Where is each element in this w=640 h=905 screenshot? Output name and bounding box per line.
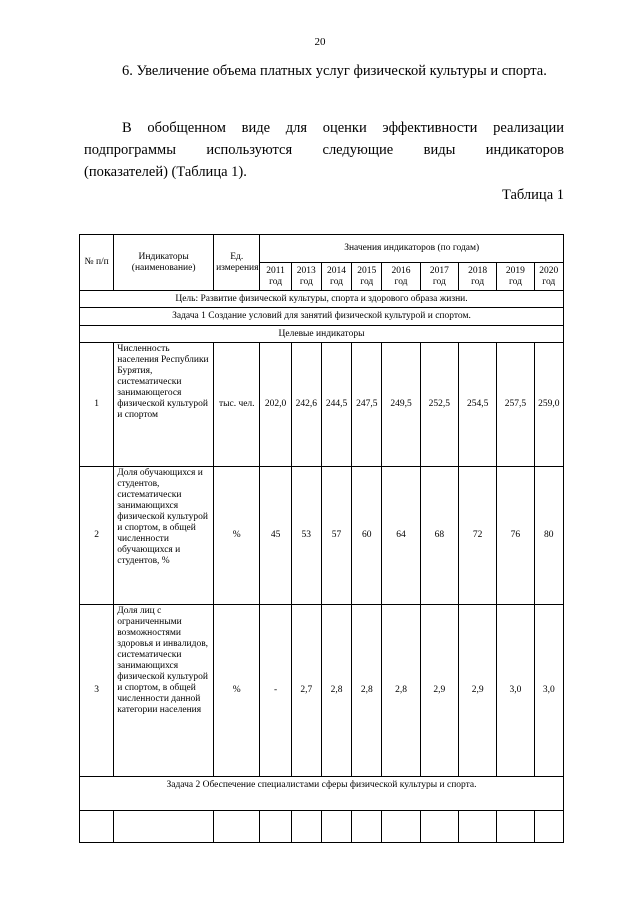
header-year: 2011 год	[260, 263, 291, 291]
paragraph-line: (показателей) (Таблица 1).	[84, 164, 247, 180]
row-value: 2,8	[321, 605, 351, 777]
row-value: 72	[458, 467, 496, 605]
row-value: 3,0	[534, 605, 563, 777]
empty-cell	[214, 811, 260, 843]
row-value: 257,5	[497, 343, 534, 467]
row-value: 259,0	[534, 343, 563, 467]
row-value: 53	[291, 467, 321, 605]
row-value: 45	[260, 467, 291, 605]
row-num: 2	[80, 467, 114, 605]
row-unit: тыс. чел.	[214, 343, 260, 467]
row-indicator: Доля лиц с ограниченными возможностями здоровья и инвалидов, систематически занимающихся физической культурой и спортом, в общей численности данной категории населения	[114, 605, 214, 777]
goal-cell: Цель: Развитие физической культуры, спорта и здорового образа жизни.	[80, 291, 564, 308]
row-value: 3,0	[497, 605, 534, 777]
row-value: 80	[534, 467, 563, 605]
row-value: 2,9	[420, 605, 458, 777]
row-value: 244,5	[321, 343, 351, 467]
row-value: 254,5	[458, 343, 496, 467]
row-value: -	[260, 605, 291, 777]
row-value: 64	[382, 467, 420, 605]
header-year: 2017 год	[420, 263, 458, 291]
indicators-table	[79, 234, 564, 843]
paragraph-line: подпрограммы используются следующие виды индикаторов	[84, 142, 564, 158]
empty-cell	[497, 811, 534, 843]
row-unit: %	[214, 467, 260, 605]
table-row	[80, 467, 564, 605]
empty-cell	[458, 811, 496, 843]
header-year: 2013 год	[291, 263, 321, 291]
task1-row	[80, 308, 564, 326]
header-year: 2016 год	[382, 263, 420, 291]
row-value: 242,6	[291, 343, 321, 467]
empty-cell	[534, 811, 563, 843]
header-values-group: Значения индикаторов (по годам)	[260, 235, 564, 263]
table-row	[80, 343, 564, 467]
empty-cell	[352, 811, 382, 843]
empty-cell	[382, 811, 420, 843]
header-year: 2018 год	[458, 263, 496, 291]
row-unit: %	[214, 605, 260, 777]
task2-row	[80, 777, 564, 811]
empty-cell	[291, 811, 321, 843]
header-num: № п/п	[80, 235, 114, 291]
empty-cell	[260, 811, 291, 843]
table-row	[80, 605, 564, 777]
row-value: 247,5	[352, 343, 382, 467]
row-value: 202,0	[260, 343, 291, 467]
row-value: 76	[497, 467, 534, 605]
paragraph-indicators-intro	[84, 117, 564, 183]
target-indicators-row	[80, 326, 564, 343]
empty-cell	[80, 811, 114, 843]
row-value: 2,7	[291, 605, 321, 777]
row-value: 57	[321, 467, 351, 605]
table-caption: Таблица 1	[501, 187, 564, 203]
row-value: 2,8	[382, 605, 420, 777]
row-value: 68	[420, 467, 458, 605]
header-year: 2020 год	[534, 263, 563, 291]
header-indicator: Индикаторы (наименование)	[114, 235, 214, 291]
page-number: 20	[314, 36, 326, 48]
header-year: 2014 год	[321, 263, 351, 291]
row-indicator: Доля обучающихся и студентов, систематически занимающихся физической культурой и спортом, в общей численности обучающихся и студентов, %	[114, 467, 214, 605]
row-num: 1	[80, 343, 114, 467]
header-unit: Ед. измерения	[214, 235, 260, 291]
row-indicator: Численность населения Республики Бурятия, систематически занимающегося физической культурой и спортом	[114, 343, 214, 467]
row-num: 3	[80, 605, 114, 777]
empty-cell	[114, 811, 214, 843]
empty-row	[80, 811, 564, 843]
paragraph-services-increase: 6. Увеличение объема платных услуг физической культуры и спорта.	[122, 63, 547, 79]
header-year: 2019 год	[497, 263, 534, 291]
task2-cell: Задача 2 Обеспечение специалистами сферы физической культуры и спорта.	[80, 777, 564, 811]
row-value: 2,8	[352, 605, 382, 777]
table-header-row	[80, 235, 564, 263]
paragraph-line: В обобщенном виде для оценки эффективности реализации	[122, 120, 564, 136]
task1-cell: Задача 1 Создание условий для занятий физической культурой и спортом.	[80, 308, 564, 326]
target-indicators-cell: Целевые индикаторы	[80, 326, 564, 343]
row-value: 252,5	[420, 343, 458, 467]
row-value: 249,5	[382, 343, 420, 467]
row-value: 60	[352, 467, 382, 605]
header-year: 2015 год	[352, 263, 382, 291]
row-value: 2,9	[458, 605, 496, 777]
empty-cell	[321, 811, 351, 843]
goal-row	[80, 291, 564, 308]
empty-cell	[420, 811, 458, 843]
